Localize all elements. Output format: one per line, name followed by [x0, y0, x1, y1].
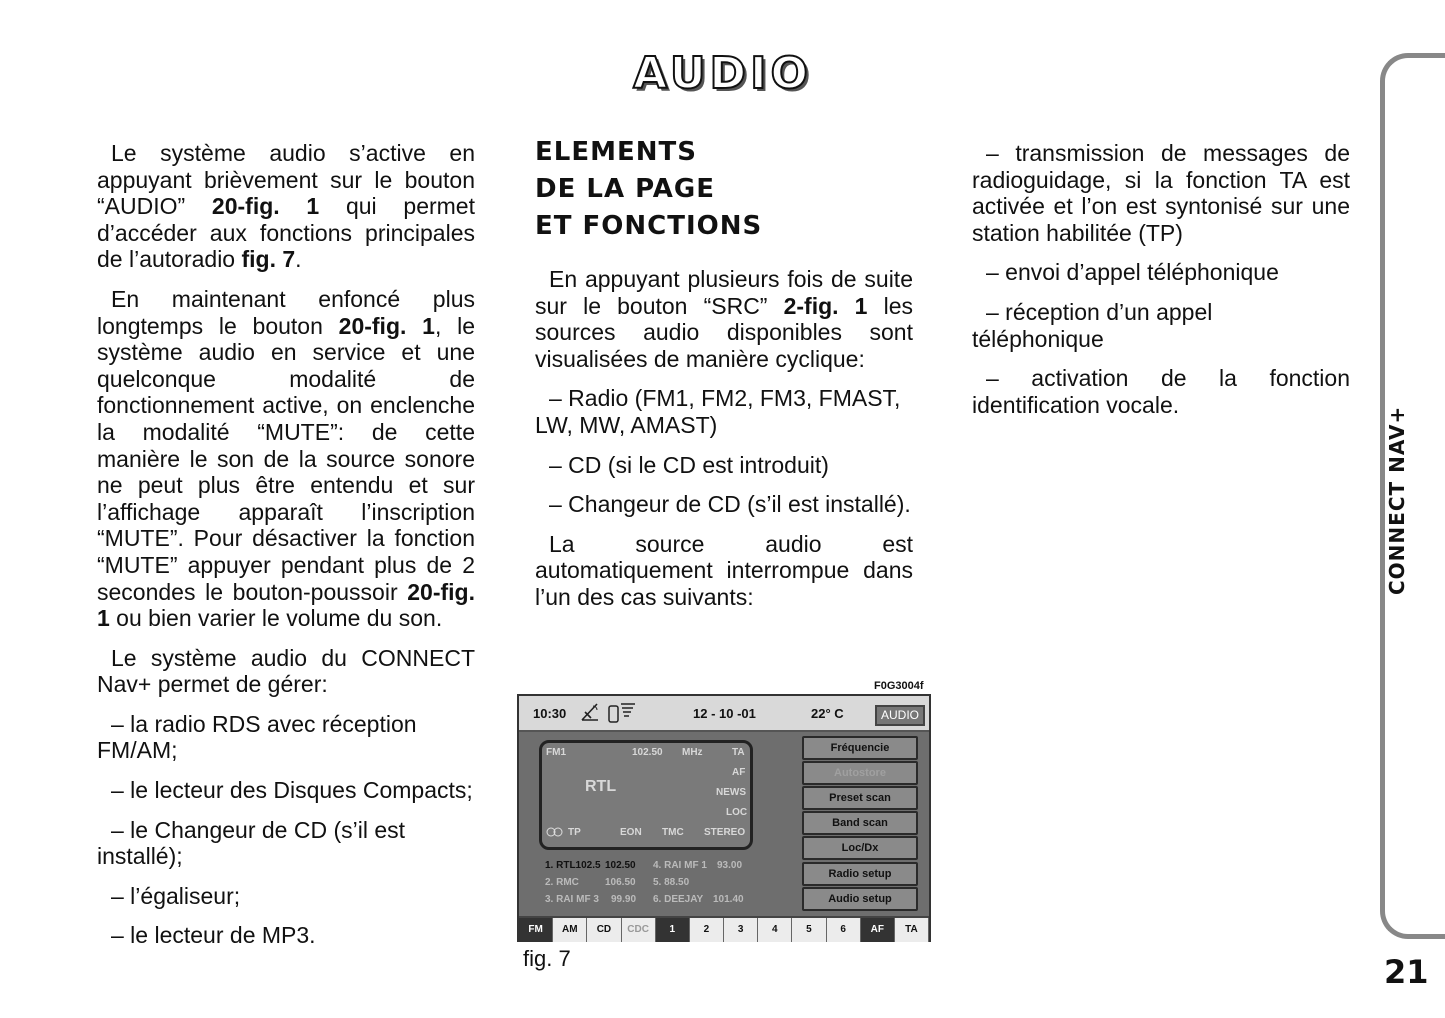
preset-6[interactable]: 6 — [827, 918, 861, 942]
heading-line: ELEMENTS — [535, 137, 697, 167]
source-am[interactable]: AM — [553, 918, 587, 942]
preset-name[interactable]: 3. RAI MF 3 — [545, 894, 599, 905]
date: 12 - 10 -01 — [693, 706, 756, 721]
screen-top-bar — [519, 696, 929, 732]
phone-signal-icon — [607, 700, 637, 727]
preset-3[interactable]: 3 — [724, 918, 758, 942]
preset-freq: 101.40 — [713, 894, 744, 905]
flag-stereo: STEREO — [704, 827, 746, 838]
clock: 10:30 — [533, 706, 567, 721]
frequency-button[interactable]: Fréquencie — [802, 736, 918, 760]
autostore-button[interactable]: Autostore — [802, 761, 918, 785]
source-cd[interactable]: CD — [587, 918, 621, 942]
band-label: FM1 — [546, 747, 566, 758]
list-item: – Changeur de CD (s’il est installé). — [549, 491, 911, 518]
list-item: – envoi d’appel téléphonique — [986, 259, 1279, 286]
column-2 — [535, 266, 913, 624]
bold-reference: 20-fig. 1 — [338, 312, 435, 339]
tp-indicator-icon — [546, 827, 566, 840]
band-scan-button[interactable]: Band scan — [802, 811, 918, 835]
preset-4[interactable]: 4 — [758, 918, 792, 942]
preset-freq: 93.00 — [717, 860, 743, 871]
audio-button[interactable]: AUDIO — [875, 705, 925, 726]
preset-name[interactable]: 4. RAI MF 1 — [653, 860, 707, 871]
figure-code: F0G3004f — [874, 680, 924, 692]
preset-5[interactable]: 5 — [792, 918, 826, 942]
section-heading — [535, 134, 762, 245]
frequency-unit: MHz — [682, 747, 703, 758]
flag-news: NEWS — [716, 787, 746, 798]
paragraph: Le système audio s’active en appuyant brièvement sur le bouton “AUDIO” 20-fig. 1 qui permet d’accéder aux fonctions principales de l’autoradio fig. 7. — [97, 140, 475, 273]
paragraph: En maintenant enfoncé plus longtemps le bouton 20-fig. 1, le système audio en service et une quelconque modalité de fonctionnement active, on enclenche la modalité “MUTE”: de cette manière le son de la source sonore ne peut plus être entendu et sur l’affichage apparaît l’inscription “MUTE”. Pour désactiver la fonction “MUTE” appuyer pendant plus de 2 secondes le bouton-poussoir 20-fig. 1 ou bien varier le volume du son. — [97, 285, 476, 632]
page-number: 21 — [1384, 953, 1429, 991]
satellite-icon — [579, 700, 601, 727]
source-fm[interactable]: FM — [519, 918, 553, 942]
list-item: – l’égaliseur; — [111, 882, 241, 909]
list-item: – transmission de messages de radioguidage, si la fonction TA est activée et l’on est syntonisé sur une station habilitée (TP) — [972, 140, 1350, 246]
column-1 — [97, 140, 475, 962]
column-3 — [972, 140, 1350, 431]
paragraph: Le système audio du CONNECT Nav+ permet de gérer: — [97, 644, 475, 698]
flag-af: AF — [732, 767, 746, 778]
flag-tp: TP — [568, 827, 581, 838]
list-item: – le lecteur de MP3. — [111, 922, 316, 949]
temperature: 22° C — [811, 706, 844, 721]
radio-display — [539, 740, 753, 850]
list-item: – réception d’un appel téléphonique — [972, 298, 1213, 352]
ta-button[interactable]: TA — [895, 918, 929, 942]
list-item: – CD (si le CD est introduit) — [549, 451, 829, 478]
preset-name[interactable]: 1. RTL102.5 — [545, 860, 601, 871]
heading-line: ET FONCTIONS — [535, 211, 763, 241]
list-item: – la radio RDS avec réception FM/AM; — [97, 710, 417, 764]
audio-screen-figure — [517, 694, 931, 942]
flag-tmc: TMC — [662, 827, 684, 838]
loc-dx-button[interactable]: Loc/Dx — [802, 836, 918, 860]
preset-name[interactable]: 6. DEEJAY — [653, 894, 704, 905]
source-bar — [519, 916, 929, 942]
bold-reference: 20-fig. 1 — [211, 193, 320, 220]
af-button[interactable]: AF — [861, 918, 895, 942]
flag-ta: TA — [732, 747, 745, 758]
frequency: 102.50 — [632, 747, 663, 758]
source-cdc[interactable]: CDC — [622, 918, 656, 942]
preset-freq: 102.50 — [605, 860, 636, 871]
audio-setup-button[interactable]: Audio setup — [802, 887, 918, 911]
station-name: RTL — [585, 778, 617, 795]
preset-2[interactable]: 2 — [690, 918, 724, 942]
preset-freq: 99.90 — [611, 894, 637, 905]
preset-name[interactable]: 5. 88.50 — [653, 877, 690, 888]
flag-loc: LOC — [726, 807, 748, 818]
list-item: – le Changeur de CD (s’il est installé); — [97, 816, 406, 870]
list-item: – Radio (FM1, FM2, FM3, FMAST, LW, MW, AMAST) — [535, 385, 901, 438]
preset-freq: 106.50 — [605, 877, 636, 888]
page-title: AUDIO — [633, 48, 812, 99]
list-item: – activation de la fonction identification vocale. — [972, 365, 1350, 418]
bold-reference: 2-fig. 1 — [783, 292, 868, 319]
paragraph: La source audio est automatiquement interrompue dans l’un des cas suivants: — [535, 530, 913, 610]
figure-caption: fig. 7 — [523, 946, 571, 971]
list-item: – le lecteur des Disques Compacts; — [111, 777, 473, 804]
heading-line: DE LA PAGE — [535, 174, 716, 204]
preset-scan-button[interactable]: Preset scan — [802, 786, 918, 810]
preset-name[interactable]: 2. RMC — [545, 877, 579, 888]
preset-1[interactable]: 1 — [656, 918, 690, 942]
radio-setup-button[interactable]: Radio setup — [802, 862, 918, 886]
paragraph: En appuyant plusieurs fois de suite sur le bouton “SRC” 2-fig. 1 les sources audio disponibles sont visualisées de manière cyclique: — [535, 266, 914, 372]
flag-eon: EON — [620, 827, 642, 838]
bold-reference: fig. 7 — [241, 246, 296, 273]
bold-reference: 20-fig. 1 — [97, 578, 475, 632]
side-tab-label: CONNECT NAV+ — [1385, 405, 1409, 595]
